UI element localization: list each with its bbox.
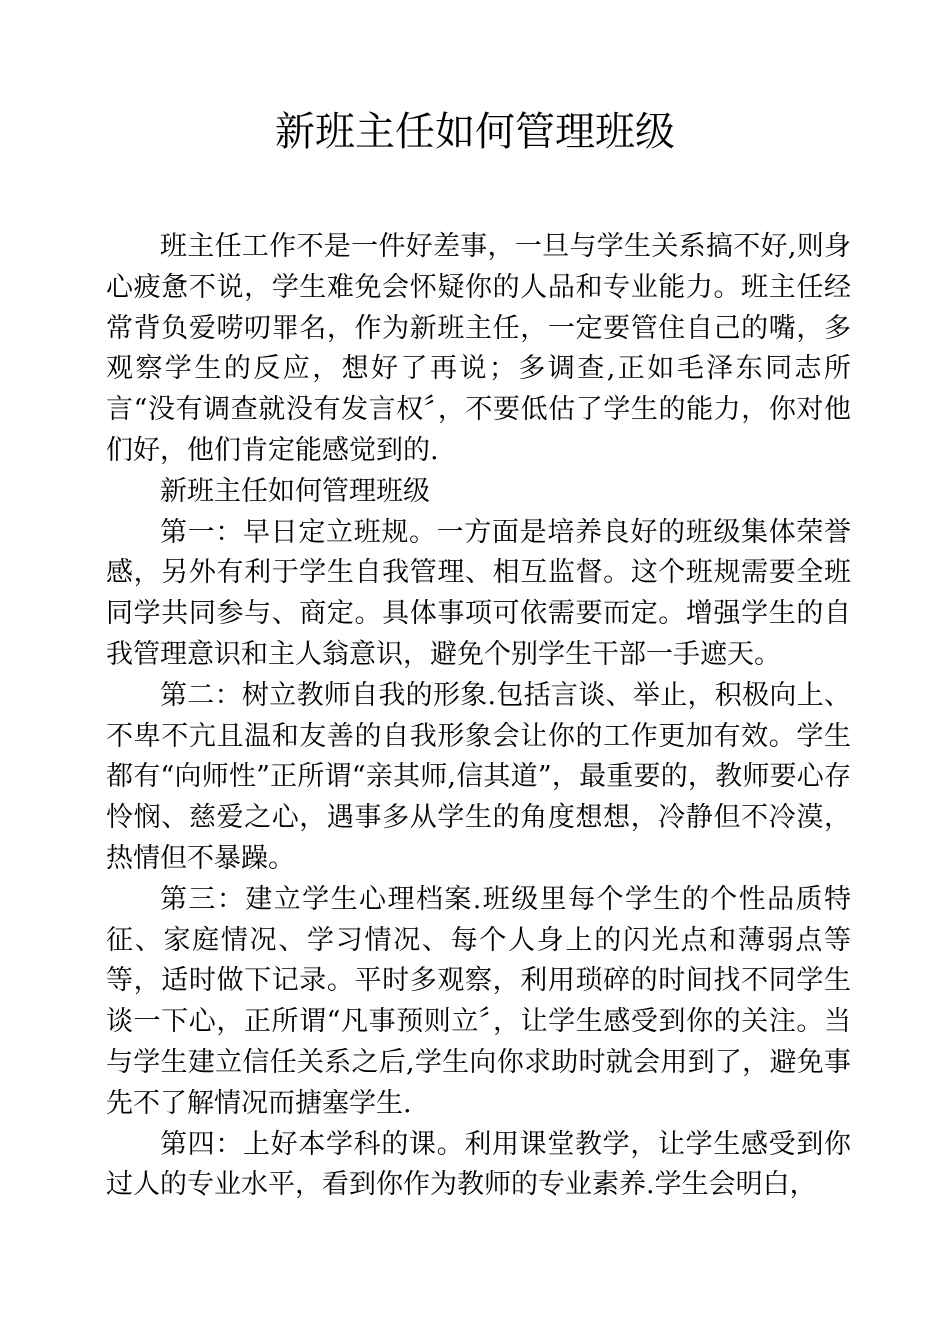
paragraph-point-3: 第三：建立学生心理档案.班级里每个学生的个性品质特征、家庭情况、学习情况、每个人身上的闪光点和薄弱点等等，适时做下记录。平时多观察，利用琐碎的时间找不同学生谈一下心，正所谓“凡事预则立〞，让学生感受到你的关注。当与学生建立信任关系之后,学生向你求助时就会用到了，避免事先不了解情况而搪塞学生. [106,883,851,1119]
paragraph-intro: 班主任工作不是一件好差事，一旦与学生关系搞不好,则身心疲惫不说，学生难免会怀疑你的人品和专业能力。班主任经常背负爱唠叨罪名，作为新班主任，一定要管住自己的嘴，多观察学生的反应，想好了再说；多调查,正如毛泽东同志所言“没有调查就没有发言权〞，不要低估了学生的能力，你对他们好，他们肯定能感觉到的. [106,231,851,466]
paragraph-point-1: 第一：早日定立班规。一方面是培养良好的班级集体荣誉感，另外有利于学生自我管理、相互监督。这个班规需要全班同学共同参与、商定。具体事项可依需要而定。增强学生的自我管理意识和主人翁意识，避免个别学生干部一手遮天。 [106,516,851,670]
paragraph-subheading: 新班主任如何管理班级 [160,475,430,507]
paragraph-point-4: 第四：上好本学科的课。利用课堂教学，让学生感受到你过人的专业水平，看到你作为教师的专业素养.学生会明白， [106,1128,851,1201]
document-body [106,227,851,1206]
paragraph-point-2: 第二：树立教师自我的形象.包括言谈、举止，积极向上、不卑不亢且温和友善的自我形象会让你的工作更加有效。学生都有“向师性”正所谓“亲其师,信其道”，最重要的，教师要心存怜悯、慈爱之心，遇事多从学生的角度想想，冷静但不冷漠，热情但不暴躁。 [106,679,851,874]
document-title: 新班主任如何管理班级 [275,109,675,155]
